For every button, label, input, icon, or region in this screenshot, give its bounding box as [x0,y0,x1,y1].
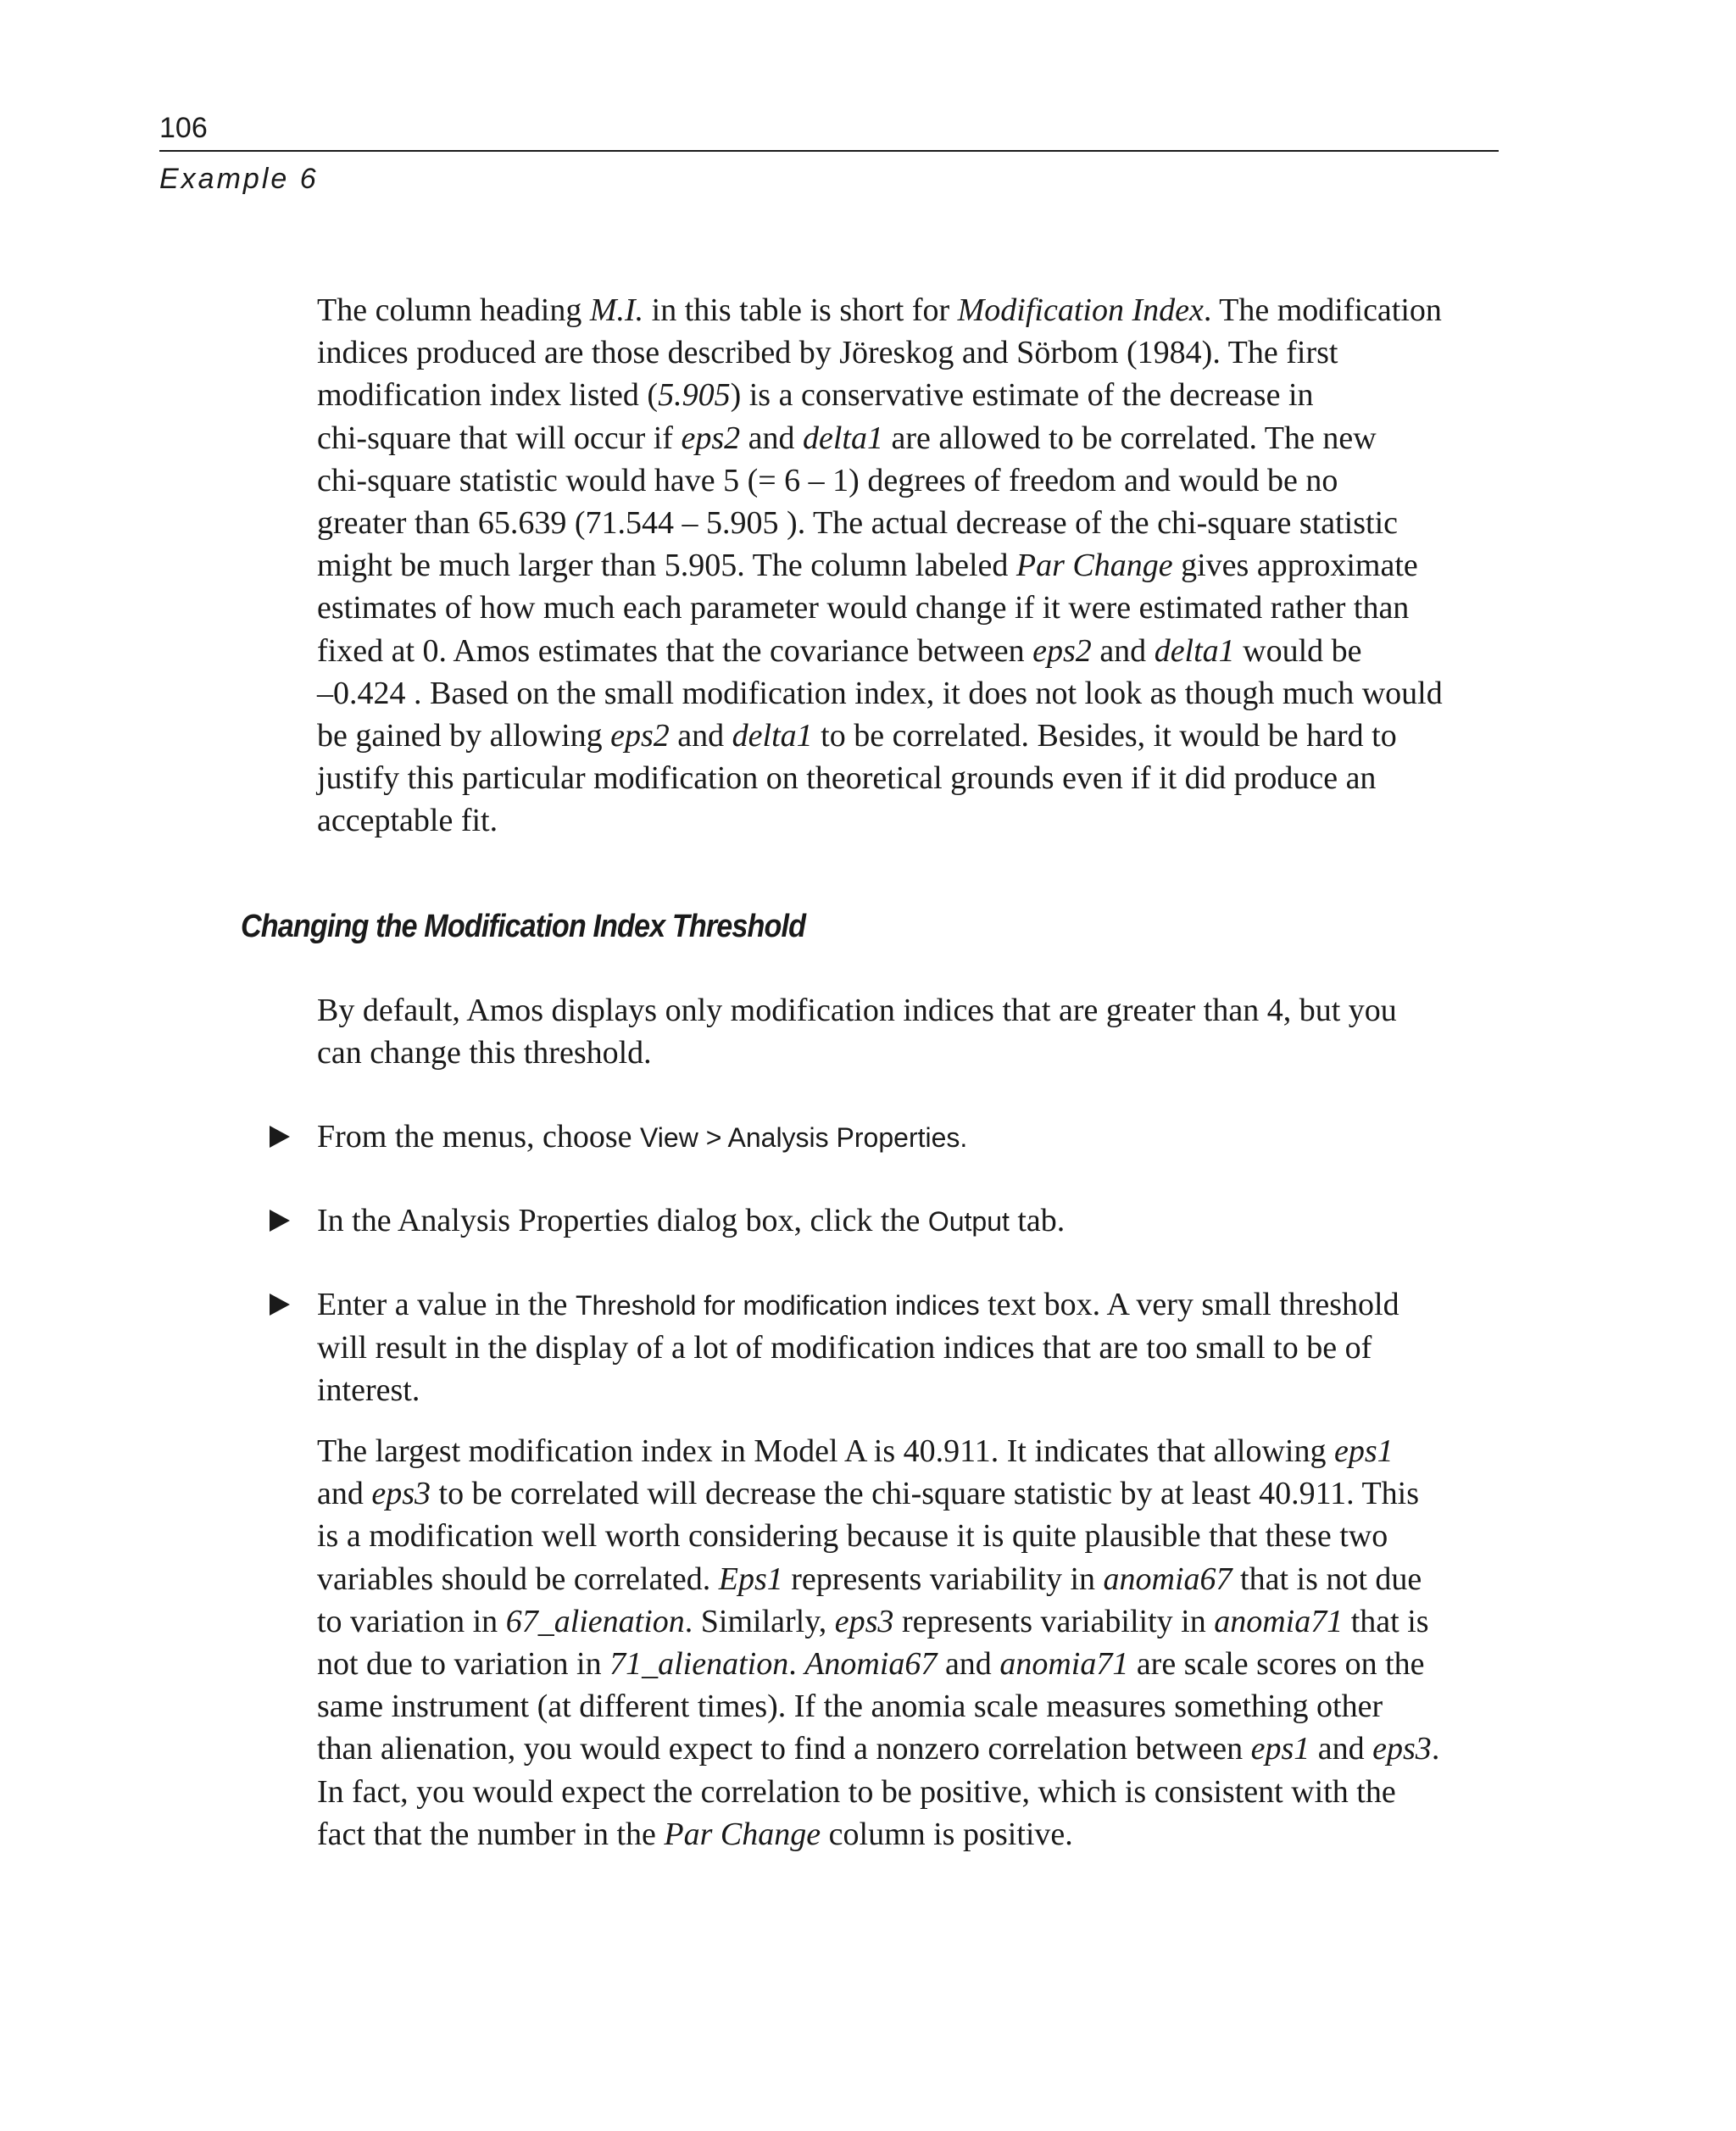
text-line: might be much larger than 5.905. The column labeled Par Change gives approximate [317,548,1418,584]
header-rule [159,150,1499,152]
step-click-output-tab [317,1199,1504,1243]
text-line: From the menus, choose View > Analysis Properties. [317,1119,968,1155]
text-line: By default, Amos displays only modification indices that are greater than 4, but you [317,993,1397,1028]
text-line: In fact, you would expect the correlation to be positive, which is consistent with the [317,1773,1396,1810]
paragraph-largest-modification-index [317,1430,1504,1856]
text-line: indices produced are those described by Jöreskog and Sörbom (1984). The first [317,335,1338,371]
text-line: can change this threshold. [317,1035,652,1071]
text-line: will result in the display of a lot of modification indices that are too small to be of [317,1330,1372,1366]
text-line: fixed at 0. Amos estimates that the covariance between eps2 and delta1 would be [317,632,1362,669]
text-line: Enter a value in the Threshold for modification indices text box. A very small threshold [317,1287,1399,1322]
text-line: justify this particular modification on theoretical grounds even if it did produce an [317,760,1377,797]
section-heading: Changing the Modification Index Threshold [241,909,806,944]
text-line: estimates of how much each parameter would change if it were estimated rather than [317,590,1410,626]
paragraph-modification-index-explanation [317,289,1504,843]
text-line: In the Analysis Properties dialog box, click the Output tab. [317,1203,1066,1238]
triangle-bullet-icon [270,1294,290,1316]
text-line: be gained by allowing eps2 and delta1 to be correlated. Besides, it would be hard to [317,718,1397,754]
text-line: interest. [317,1372,420,1409]
text-line: than alienation, you would expect to find a nonzero correlation between eps1 and eps3. [317,1731,1440,1767]
running-head: Example 6 [159,163,319,195]
text-line: to variation in 67_alienation. Similarly, eps3 represents variability in anomia71 that is [317,1603,1429,1639]
text-line: is a modification well worth considering because it is quite plausible that these two [317,1518,1388,1555]
text-line: same instrument (at different times). If the anomia scale measures something other [317,1689,1383,1725]
triangle-bullet-icon [270,1126,290,1148]
text-line: greater than 65.639 (71.544 – 5.905 ). The actual decrease of the chi-square statistic [317,505,1399,542]
text-line: acceptable fit. [317,803,498,839]
step-enter-threshold [317,1283,1504,1412]
text-line: fact that the number in the Par Change column is positive. [317,1816,1073,1852]
step-choose-menu [317,1116,1504,1159]
text-line: not due to variation in 71_alienation. Anomia67 and anomia71 are scale scores on the [317,1646,1425,1683]
text-line: modification index listed (5.905) is a conservative estimate of the decrease in [317,377,1314,414]
text-line: The largest modification index in Model A is 40.911. It indicates that allowing eps1 [317,1433,1394,1469]
text-line: –0.424 . Based on the small modification index, it does not look as though much would [317,675,1443,711]
text-line: chi-square that will occur if eps2 and delta1 are allowed to be correlated. The new [317,420,1377,456]
text-line: variables should be correlated. Eps1 represents variability in anomia67 that is not due [317,1561,1422,1597]
text-line: and eps3 to be correlated will decrease the chi-square statistic by at least 40.911. This [317,1476,1420,1512]
paragraph-threshold-intro [317,989,1504,1074]
page-number: 106 [159,112,208,144]
text-line: The column heading M.I. in this table is short for Modification Index. The modification [317,292,1442,328]
triangle-bullet-icon [270,1210,290,1232]
text-line: chi-square statistic would have 5 (= 6 – 1) degrees of freedom and would be no [317,462,1338,498]
